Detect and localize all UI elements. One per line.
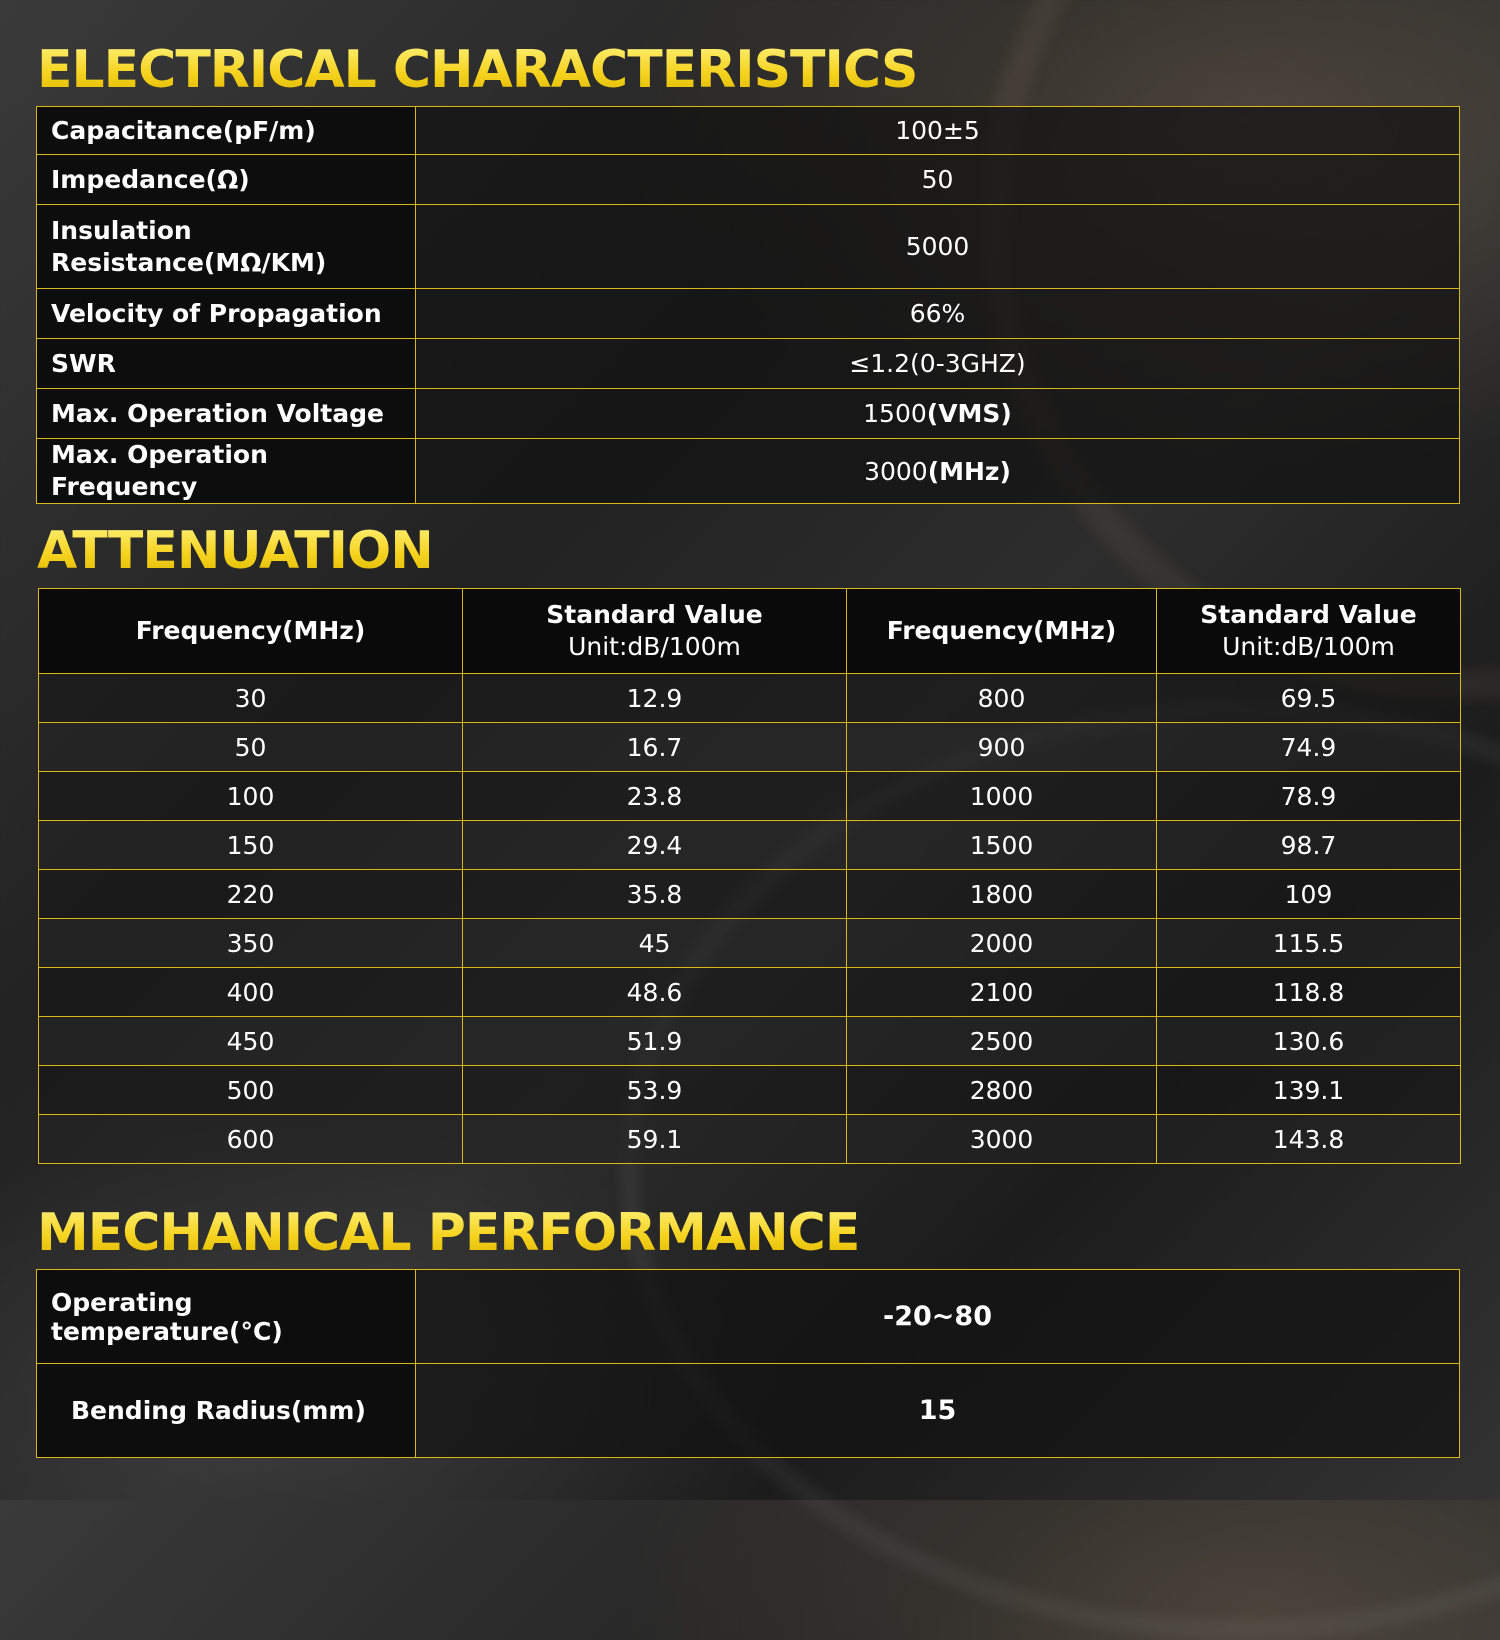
spec-value: 15 — [416, 1364, 1460, 1458]
attenuation-value-cell: 35.8 — [463, 870, 847, 919]
spec-value-text: 1500 — [863, 399, 927, 428]
frequency-cell: 400 — [39, 968, 463, 1017]
spec-unit: (MHz) — [927, 456, 1011, 486]
spec-value-text: 50 — [921, 165, 954, 194]
spec-label: Operating temperature(°C) — [37, 1270, 416, 1364]
column-header — [463, 589, 847, 674]
spec-value-text: 5000 — [905, 232, 970, 261]
spec-label: Velocity of Propagation — [37, 289, 416, 339]
frequency-cell: 900 — [847, 723, 1157, 772]
frequency-cell: 50 — [39, 723, 463, 772]
frequency-cell: 2000 — [847, 919, 1157, 968]
frequency-cell: 220 — [39, 870, 463, 919]
frequency-cell: 600 — [39, 1115, 463, 1164]
spec-value — [416, 339, 1460, 389]
frequency-cell: 30 — [39, 674, 463, 723]
attenuation-value-cell: 139.1 — [1157, 1066, 1461, 1115]
table-row — [39, 968, 1461, 1017]
electrical-table — [36, 106, 1460, 504]
mechanical-title: MECHANICAL PERFORMANCE — [37, 1203, 860, 1263]
spec-value-text: 100±5 — [895, 116, 980, 145]
table-row — [37, 389, 1460, 439]
spec-label: Max. Operation Frequency — [37, 439, 416, 504]
attenuation-value-cell: 45 — [463, 919, 847, 968]
attenuation-value-cell: 69.5 — [1157, 674, 1461, 723]
table-row — [37, 1270, 1460, 1364]
frequency-cell: 1800 — [847, 870, 1157, 919]
frequency-cell: 100 — [39, 772, 463, 821]
attenuation-body — [39, 674, 1461, 1164]
attenuation-value-cell: 118.8 — [1157, 968, 1461, 1017]
table-row — [37, 155, 1460, 205]
attenuation-value-cell: 59.1 — [463, 1115, 847, 1164]
table-row — [39, 772, 1461, 821]
frequency-cell: 150 — [39, 821, 463, 870]
electrical-title: ELECTRICAL CHARACTERISTICS — [37, 40, 918, 100]
spec-value — [416, 107, 1460, 155]
attenuation-value-cell: 12.9 — [463, 674, 847, 723]
column-header-label: Standard Value — [546, 600, 763, 629]
attenuation-value-cell: 98.7 — [1157, 821, 1461, 870]
table-row — [37, 339, 1460, 389]
spec-value — [416, 439, 1460, 504]
column-header-label: Standard Value — [1200, 600, 1417, 629]
spec-label: SWR — [37, 339, 416, 389]
attenuation-header-row — [39, 589, 1461, 674]
attenuation-value-cell: 78.9 — [1157, 772, 1461, 821]
spec-value — [416, 289, 1460, 339]
table-row — [39, 1017, 1461, 1066]
frequency-cell: 500 — [39, 1066, 463, 1115]
attenuation-value-cell: 130.6 — [1157, 1017, 1461, 1066]
attenuation-value-cell: 16.7 — [463, 723, 847, 772]
table-row — [37, 289, 1460, 339]
frequency-cell: 350 — [39, 919, 463, 968]
frequency-cell: 2100 — [847, 968, 1157, 1017]
spec-label: Insulation Resistance(MΩ/KM) — [37, 205, 416, 289]
table-row — [37, 205, 1460, 289]
column-header — [1157, 589, 1461, 674]
attenuation-value-cell: 48.6 — [463, 968, 847, 1017]
table-row — [37, 107, 1460, 155]
frequency-cell: 450 — [39, 1017, 463, 1066]
spec-label: Max. Operation Voltage — [37, 389, 416, 439]
mechanical-table — [36, 1269, 1460, 1458]
spec-label: Impedance(Ω) — [37, 155, 416, 205]
table-row — [39, 1115, 1461, 1164]
attenuation-value-cell: 74.9 — [1157, 723, 1461, 772]
table-row — [37, 1364, 1460, 1458]
attenuation-value-cell: 53.9 — [463, 1066, 847, 1115]
spec-value-text: ≤1.2(0-3GHZ) — [849, 349, 1026, 378]
table-row — [39, 919, 1461, 968]
spec-value — [416, 205, 1460, 289]
frequency-cell: 2500 — [847, 1017, 1157, 1066]
attenuation-value-cell: 29.4 — [463, 821, 847, 870]
column-header-label: Frequency(MHz) — [886, 616, 1117, 645]
attenuation-value-cell: 51.9 — [463, 1017, 847, 1066]
spec-value: -20~80 — [416, 1270, 1460, 1364]
spec-label: Bending Radius(mm) — [37, 1364, 416, 1458]
column-header-label: Frequency(MHz) — [135, 616, 366, 645]
frequency-cell: 800 — [847, 674, 1157, 723]
column-header — [847, 589, 1157, 674]
table-row — [39, 1066, 1461, 1115]
spec-value-text: 66% — [909, 299, 966, 328]
column-header — [39, 589, 463, 674]
table-row — [39, 723, 1461, 772]
spec-label: Capacitance(pF/m) — [37, 107, 416, 155]
column-header-unit: Unit:dB/100m — [1222, 632, 1395, 661]
spec-value — [416, 389, 1460, 439]
attenuation-table — [38, 588, 1461, 1164]
frequency-cell: 3000 — [847, 1115, 1157, 1164]
table-row — [39, 870, 1461, 919]
spec-unit: (VMS) — [926, 399, 1012, 428]
attenuation-value-cell: 143.8 — [1157, 1115, 1461, 1164]
attenuation-value-cell: 23.8 — [463, 772, 847, 821]
table-row — [39, 674, 1461, 723]
spec-value — [416, 155, 1460, 205]
table-row — [39, 821, 1461, 870]
attenuation-title: ATTENUATION — [37, 521, 433, 581]
attenuation-value-cell: 115.5 — [1157, 919, 1461, 968]
table-row — [37, 439, 1460, 504]
column-header-unit: Unit:dB/100m — [568, 632, 741, 661]
frequency-cell: 1500 — [847, 821, 1157, 870]
frequency-cell: 2800 — [847, 1066, 1157, 1115]
frequency-cell: 1000 — [847, 772, 1157, 821]
attenuation-value-cell: 109 — [1157, 870, 1461, 919]
spec-value-text: 3000 — [864, 456, 928, 486]
